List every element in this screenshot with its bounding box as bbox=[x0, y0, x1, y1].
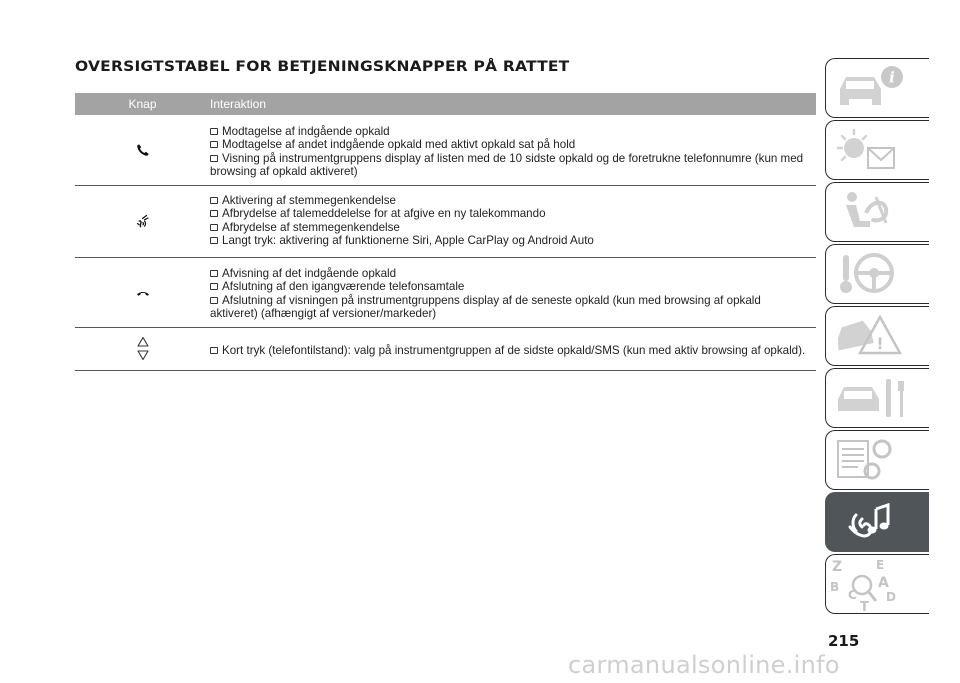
alphabetical-index-icon bbox=[826, 555, 930, 615]
up-down-arrows-icon bbox=[136, 336, 150, 362]
index-letter: T bbox=[860, 600, 869, 615]
knap-cell bbox=[75, 328, 210, 370]
car-info-icon bbox=[826, 59, 930, 119]
page-number: 215 bbox=[828, 632, 860, 650]
tab-technical-data[interactable] bbox=[825, 430, 929, 490]
bullet-icon bbox=[210, 155, 218, 162]
table-header bbox=[75, 93, 816, 115]
page-title: OVERSIGTSTABEL FOR BETJENINGSKNAPPER PÅ RATTET bbox=[75, 58, 570, 75]
controls-overview-table bbox=[75, 93, 816, 371]
knap-cell bbox=[75, 258, 210, 327]
knap-cell bbox=[75, 115, 210, 185]
index-letter: Z bbox=[832, 559, 843, 575]
table-row bbox=[75, 115, 816, 186]
tab-multimedia[interactable] bbox=[825, 492, 929, 552]
list-item: Afbrydelse af stemmegenkendelse bbox=[210, 221, 816, 234]
bullet-icon bbox=[210, 197, 218, 204]
list-item: Langt tryk: aktivering af funktionerne Siri, Apple CarPlay og Android Auto bbox=[210, 234, 816, 247]
list-item: Modtagelse af andet indgående opkald med aktivt opkald sat på hold bbox=[210, 138, 816, 151]
tab-warning-lights-messages[interactable] bbox=[825, 120, 929, 180]
svg-text:!: ! bbox=[876, 334, 884, 353]
bullet-icon bbox=[210, 297, 218, 304]
list-item: Afvisning af det indgående opkald bbox=[210, 267, 816, 280]
technical-specs-icon bbox=[826, 431, 930, 491]
watermark: carmanualsonline.info bbox=[568, 651, 840, 679]
phone-hangup-icon bbox=[136, 289, 150, 297]
interaction-cell bbox=[210, 258, 816, 327]
tab-starting-driving[interactable] bbox=[825, 244, 929, 304]
table-row bbox=[75, 186, 816, 258]
list-item: Afslutning af den igangværende telefonsamtale bbox=[210, 280, 816, 293]
index-letter: E bbox=[876, 558, 885, 572]
interaction-cell bbox=[210, 115, 816, 185]
table-row bbox=[75, 258, 816, 328]
bullet-icon bbox=[210, 210, 218, 217]
bullet-icon bbox=[210, 237, 218, 244]
tab-emergency[interactable] bbox=[825, 306, 929, 366]
list-item: Aktivering af stemmegenkendelse bbox=[210, 194, 816, 207]
interaction-cell bbox=[210, 328, 816, 370]
tab-safety[interactable] bbox=[825, 182, 929, 242]
header-interaktion: Interaktion bbox=[210, 97, 267, 111]
table-row bbox=[75, 328, 816, 371]
list-item: Kort tryk (telefontilstand): valg på instrumentgruppen af de sidste opkald/SMS (kun med aktiv browsing af opkald). bbox=[210, 344, 816, 357]
index-letter: A bbox=[878, 575, 889, 591]
multimedia-icon bbox=[826, 493, 930, 553]
tab-maintenance[interactable] bbox=[825, 368, 929, 428]
tab-car-info[interactable] bbox=[825, 58, 929, 118]
voice-command-icon bbox=[136, 214, 150, 230]
header-knap: Knap bbox=[128, 97, 157, 111]
knap-cell bbox=[75, 186, 210, 257]
bullet-icon bbox=[210, 283, 218, 290]
key-steering-wheel-icon bbox=[826, 245, 930, 305]
svg-text:i: i bbox=[889, 68, 895, 87]
seat-airbag-icon bbox=[826, 183, 930, 243]
warning-lights-message-icon bbox=[826, 121, 930, 181]
phone-accept-icon bbox=[136, 143, 150, 157]
bullet-icon bbox=[210, 224, 218, 231]
interaction-cell bbox=[210, 186, 816, 257]
list-item: Afbrydelse af talemeddelelse for at afgive en ny talekommando bbox=[210, 207, 816, 220]
breakdown-warning-triangle-icon bbox=[826, 307, 930, 367]
list-item: Modtagelse af indgående opkald bbox=[210, 125, 816, 138]
list-item: Afslutning af visningen på instrumentgruppens display af de seneste opkald (kun med browsing af opkald aktiveret) (afhængigt af versioner/markeder) bbox=[210, 293, 761, 320]
bullet-icon bbox=[210, 347, 218, 354]
list-item: Visning på instrumentgruppens display af listen med de 10 sidste opkald og de foretrukne telefonnumre (kun med browsing af opkald aktiveret) bbox=[210, 151, 804, 178]
index-letter: D bbox=[886, 590, 896, 604]
bullet-icon bbox=[210, 128, 218, 135]
car-maintenance-icon bbox=[826, 369, 930, 429]
index-letter: C bbox=[848, 588, 857, 602]
bullet-icon bbox=[210, 141, 218, 148]
index-letter: B bbox=[830, 580, 840, 594]
tab-index[interactable] bbox=[825, 554, 929, 614]
bullet-icon bbox=[210, 270, 218, 277]
